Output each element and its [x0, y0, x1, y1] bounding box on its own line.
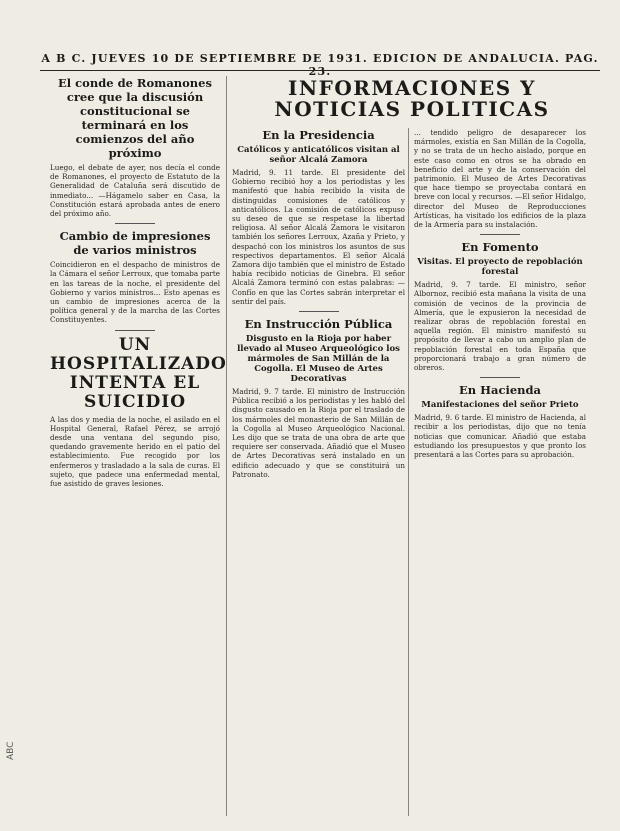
section-instruccion-body: Madrid, 9. 7 tarde. El ministro de Instrucción Pública recibió a los periodistas y les habló del disgusto causado en la Rioja por el traslado de los mármoles del monasterio de San Millán de la Cogolla al Museo Arqueológico Nacional. Les dijo que se trata de una obra de arte que requiere ser conservada. Añadió que el Museo de Artes Decorativas será instalado en un edificio adecuado y que se constituirá un Patronato. — [232, 387, 405, 479]
article-ministros-headline: Cambio de impresiones de varios ministros — [59, 229, 211, 258]
column-divider-1 — [226, 76, 227, 816]
section-instruccion-title: En Instrucción Pública — [244, 317, 393, 332]
article-separator — [480, 377, 520, 378]
column-3 — [414, 128, 586, 459]
section-presidencia-title: En la Presidencia — [262, 128, 375, 142]
article-suicidio-headline: UN HOSPITALIZADO INTENTA EL SUICIDIO — [50, 334, 227, 412]
column-divider-2 — [408, 128, 409, 816]
section-fomento-body: Madrid, 9. 7 tarde. El ministro, señor Albornoz, recibió esta mañana la visita de una comisión de vecinos de la provincia de Almería, que le expusieron la necesidad de realizar obras de repoblación forestal en aquella región. El ministro manifestó su propósito de llevar a cabo un amplio plan de repoblación forestal en toda España que proporcionará trabajo a gran número de obreros. — [414, 280, 586, 373]
section-presidencia-body: Madrid, 9. 11 tarde. El presidente del Gobierno recibió hoy a los periodistas y les manifestó que había recibido la visita de distinguidas comisiones de católicos y anticatólicos. La comisión de católicos expuso su deseo de que se respetase la libertad religiosa. Al señor Alcalá Zamora le visitaron también los señores Lerroux, Azaña y Prieto, y despachó con los ministros los asuntos de sus respectivos departamentos. El señor Alcalá Zamora dijo también que el ministro de Estado había recibido noticias de Ginebra. El señor Alcalá Zamora terminó con estas palabras: —Confío en que las Cortes sabrán interpretar el sentir del país. — [232, 168, 405, 306]
header-rule — [40, 70, 600, 71]
article-separator — [115, 330, 155, 331]
section-fomento-subtitle: Visitas. El proyecto de repoblación forestal — [417, 257, 583, 278]
section-hacienda-body: Madrid, 9. 6 tarde. El ministro de Hacienda, al recibir a los periodistas, dijo que no tenía noticias que comunicar. Añadió que estaba estudiando los presupuestos y que pronto los presentará a las Cortes para su aprobación. — [414, 413, 586, 460]
article-ministros-body: Coincidieron en el despacho de ministros de la Cámara el señor Lerroux, que tomaba parte en las tareas de la noche, el presidente del Gobierno y varios ministros... Esto apenas es un cambio de impresiones acerca de la política general y de la marcha de las Cortes Constituyentes. — [50, 260, 220, 325]
section-hacienda-title: En Hacienda — [459, 383, 541, 398]
main-section-banner: INFORMACIONES Y NOTICIAS POLITICAS — [274, 76, 550, 121]
page-header: A B C. JUEVES 10 DE SEPTIEMBRE DE 1931. EDICION DE ANDALUCIA. PAG. 23. — [41, 52, 599, 78]
article-separator — [115, 223, 155, 224]
section-fomento-title: En Fomento — [461, 240, 539, 255]
side-margin-mark — [4, 650, 18, 770]
article-separator — [299, 311, 339, 312]
article-separator — [480, 234, 520, 235]
column-2 — [232, 128, 405, 479]
section-instruccion-subtitle: Disgusto en la Rioja por haber llevado al Museo Arqueológico los mármoles de San Millán de la Cogolla. El Museo de Artes Decorativas — [237, 334, 400, 385]
article-romanones-headline: El conde de Romanones cree que la discusión constitucional se terminará en los comienzos del año próximo — [58, 76, 212, 160]
column-1 — [50, 76, 227, 489]
section-presidencia-subtitle: Católicos y anticatólicos visitan al señor Alcalá Zamora — [237, 145, 400, 165]
section-hacienda-subtitle: Manifestaciones del señor Prieto — [421, 400, 579, 411]
article-suicidio-body: A las dos y media de la noche, el asilado en el Hospital General, Rafael Pérez, se arrojó desde una ventana del segundo piso, quedando gravemente herido en el patio del establecimiento. Fue recogido por los enfermeros y trasladado a la sala de curas. El sujeto, que padece una enfermedad mental, fue asistido de graves lesiones. — [50, 414, 220, 489]
article-romanones-body: Luego, el debate de ayer, nos decía el conde de Romanones, el proyecto de Estatuto de la Generalidad de Cataluña será discutido de inmediato... —Hágamelo saber en Casa, la Constitución estará aprobada antes de enero del próximo año. — [50, 163, 220, 219]
side-label: ABC — [6, 741, 16, 760]
column-3-continued-body: ... tendido peligro de desaparecer los mármoles, existía en San Millán de la Cogolla, y no se trata de un hecho aislado, porque en este caso como en otros se ha obrado en beneficio del arte y de la conservación del patrimonio. El Museo de Artes Decorativas que hace tiempo se proyectaba contará en breve con local y recursos. —El señor Hidalgo, director del Museo de Reproducciones Artísticas, ha visitado los edificios de la plaza de la Armería para su instalación. — [414, 128, 586, 230]
